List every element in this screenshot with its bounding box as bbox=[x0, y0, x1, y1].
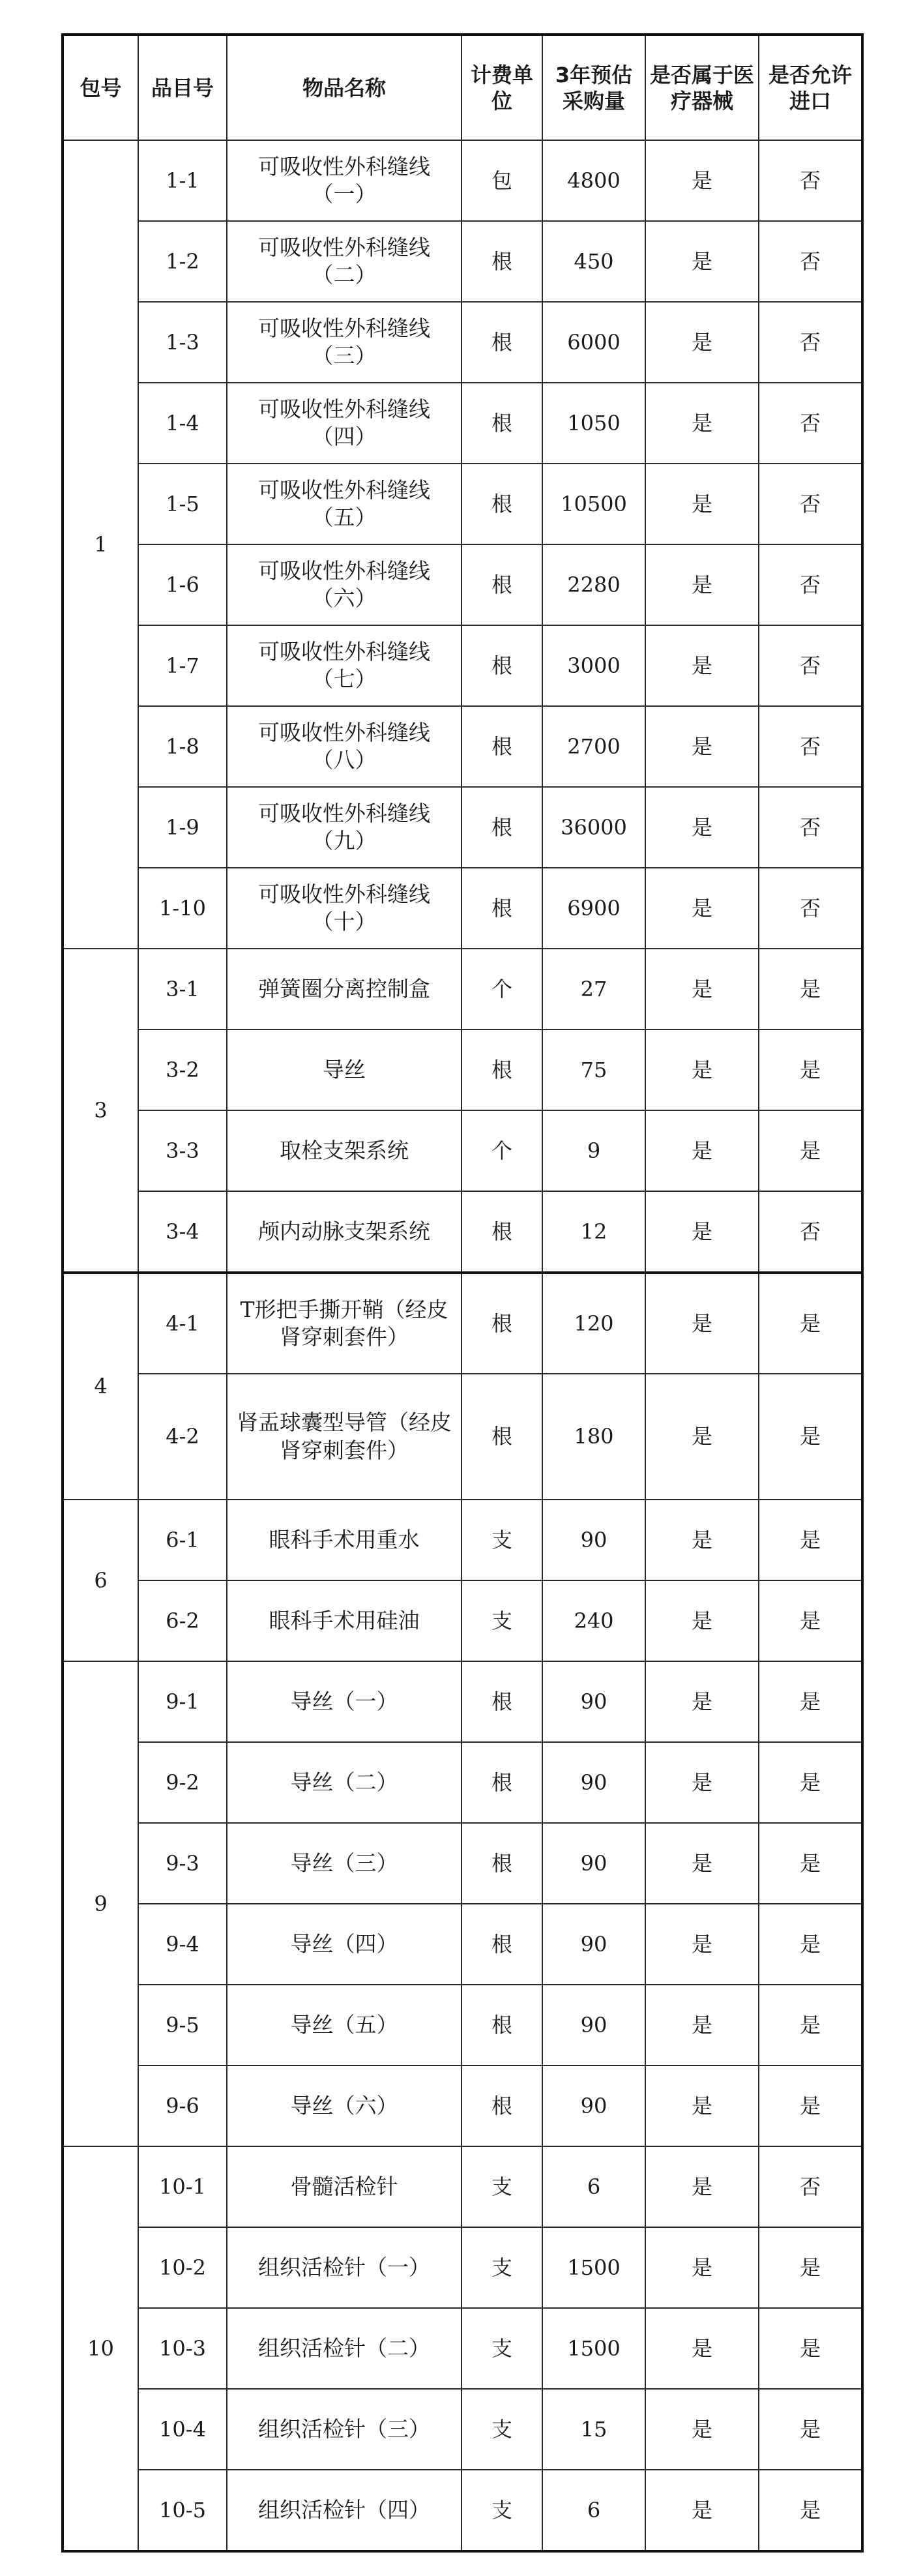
medical-device-cell: 是 bbox=[645, 1661, 759, 1742]
item-name-cell: 可吸收性外科缝线（一） bbox=[227, 140, 461, 221]
estimated-quantity-cell: 10500 bbox=[542, 464, 645, 544]
import-allowed-cell: 是 bbox=[759, 1500, 862, 1580]
item-name-cell: 可吸收性外科缝线（九） bbox=[227, 787, 461, 868]
estimated-quantity-cell: 3000 bbox=[542, 625, 645, 706]
medical-device-cell: 是 bbox=[645, 1823, 759, 1904]
item-number-cell: 1-9 bbox=[138, 787, 227, 868]
package-number-cell: 4 bbox=[63, 1273, 138, 1500]
header-item-no: 品目号 bbox=[138, 35, 227, 140]
billing-unit-cell: 根 bbox=[461, 868, 542, 949]
item-name-cell: 骨髓活检针 bbox=[227, 2146, 461, 2227]
medical-device-cell: 是 bbox=[645, 2470, 759, 2551]
table-row bbox=[63, 625, 862, 706]
estimated-quantity-cell: 90 bbox=[542, 1823, 645, 1904]
import-allowed-cell: 是 bbox=[759, 2470, 862, 2551]
item-number-cell: 10-4 bbox=[138, 2389, 227, 2470]
header-estimated-quantity: 3年预估采购量 bbox=[542, 35, 645, 140]
table-row bbox=[63, 2308, 862, 2389]
procurement-table bbox=[61, 33, 864, 2553]
estimated-quantity-cell: 75 bbox=[542, 1029, 645, 1110]
medical-device-cell: 是 bbox=[645, 706, 759, 787]
billing-unit-cell: 支 bbox=[461, 2470, 542, 2551]
header-row bbox=[63, 35, 862, 140]
item-name-cell: 可吸收性外科缝线（五） bbox=[227, 464, 461, 544]
package-number-cell: 10 bbox=[63, 2146, 138, 2551]
item-name-cell: 弹簧圈分离控制盒 bbox=[227, 949, 461, 1029]
import-allowed-cell: 是 bbox=[759, 1374, 862, 1500]
estimated-quantity-cell: 12 bbox=[542, 1191, 645, 1273]
item-name-cell: 导丝 bbox=[227, 1029, 461, 1110]
table-row bbox=[63, 787, 862, 868]
estimated-quantity-cell: 27 bbox=[542, 949, 645, 1029]
estimated-quantity-cell: 6900 bbox=[542, 868, 645, 949]
import-allowed-cell: 否 bbox=[759, 787, 862, 868]
billing-unit-cell: 根 bbox=[461, 302, 542, 383]
billing-unit-cell: 根 bbox=[461, 383, 542, 464]
import-allowed-cell: 是 bbox=[759, 1661, 862, 1742]
item-name-cell: 可吸收性外科缝线（七） bbox=[227, 625, 461, 706]
estimated-quantity-cell: 90 bbox=[542, 1661, 645, 1742]
item-number-cell: 3-1 bbox=[138, 949, 227, 1029]
medical-device-cell: 是 bbox=[645, 2308, 759, 2389]
table-row bbox=[63, 1742, 862, 1823]
item-number-cell: 1-8 bbox=[138, 706, 227, 787]
medical-device-cell: 是 bbox=[645, 1110, 759, 1191]
estimated-quantity-cell: 90 bbox=[542, 1904, 645, 1985]
import-allowed-cell: 是 bbox=[759, 1580, 862, 1661]
item-number-cell: 3-3 bbox=[138, 1110, 227, 1191]
import-allowed-cell: 是 bbox=[759, 1904, 862, 1985]
package-number-cell: 1 bbox=[63, 140, 138, 949]
package-number-cell: 9 bbox=[63, 1661, 138, 2146]
billing-unit-cell: 支 bbox=[461, 2227, 542, 2308]
item-number-cell: 9-1 bbox=[138, 1661, 227, 1742]
billing-unit-cell: 包 bbox=[461, 140, 542, 221]
billing-unit-cell: 根 bbox=[461, 544, 542, 625]
table-row bbox=[63, 1110, 862, 1191]
import-allowed-cell: 是 bbox=[759, 1985, 862, 2065]
medical-device-cell: 是 bbox=[645, 2146, 759, 2227]
medical-device-cell: 是 bbox=[645, 383, 759, 464]
billing-unit-cell: 支 bbox=[461, 1500, 542, 1580]
table-body bbox=[63, 140, 862, 2551]
table-row bbox=[63, 1904, 862, 1985]
billing-unit-cell: 根 bbox=[461, 1191, 542, 1273]
import-allowed-cell: 否 bbox=[759, 625, 862, 706]
item-number-cell: 3-4 bbox=[138, 1191, 227, 1273]
billing-unit-cell: 个 bbox=[461, 949, 542, 1029]
medical-device-cell: 是 bbox=[645, 1742, 759, 1823]
billing-unit-cell: 根 bbox=[461, 1029, 542, 1110]
billing-unit-cell: 个 bbox=[461, 1110, 542, 1191]
table-row bbox=[63, 302, 862, 383]
item-name-cell: 取栓支架系统 bbox=[227, 1110, 461, 1191]
estimated-quantity-cell: 1050 bbox=[542, 383, 645, 464]
medical-device-cell: 是 bbox=[645, 1273, 759, 1374]
billing-unit-cell: 根 bbox=[461, 1661, 542, 1742]
billing-unit-cell: 根 bbox=[461, 1273, 542, 1374]
item-number-cell: 1-6 bbox=[138, 544, 227, 625]
item-name-cell: 眼科手术用重水 bbox=[227, 1500, 461, 1580]
table-row bbox=[63, 1029, 862, 1110]
item-name-cell: 导丝（二） bbox=[227, 1742, 461, 1823]
import-allowed-cell: 是 bbox=[759, 1742, 862, 1823]
table-row bbox=[63, 2227, 862, 2308]
billing-unit-cell: 根 bbox=[461, 625, 542, 706]
medical-device-cell: 是 bbox=[645, 2065, 759, 2146]
estimated-quantity-cell: 6 bbox=[542, 2146, 645, 2227]
package-number-cell: 3 bbox=[63, 949, 138, 1273]
table-row bbox=[63, 2389, 862, 2470]
table-row bbox=[63, 544, 862, 625]
table-row bbox=[63, 1823, 862, 1904]
medical-device-cell: 是 bbox=[645, 1191, 759, 1273]
import-allowed-cell: 是 bbox=[759, 1273, 862, 1374]
billing-unit-cell: 支 bbox=[461, 2146, 542, 2227]
table-row bbox=[63, 464, 862, 544]
item-number-cell: 10-2 bbox=[138, 2227, 227, 2308]
table-row bbox=[63, 221, 862, 302]
import-allowed-cell: 是 bbox=[759, 2389, 862, 2470]
import-allowed-cell: 是 bbox=[759, 2308, 862, 2389]
import-allowed-cell: 否 bbox=[759, 706, 862, 787]
item-name-cell: 导丝（四） bbox=[227, 1904, 461, 1985]
import-allowed-cell: 是 bbox=[759, 2065, 862, 2146]
item-number-cell: 10-1 bbox=[138, 2146, 227, 2227]
estimated-quantity-cell: 180 bbox=[542, 1374, 645, 1500]
estimated-quantity-cell: 2280 bbox=[542, 544, 645, 625]
item-name-cell: 导丝（五） bbox=[227, 1985, 461, 2065]
import-allowed-cell: 是 bbox=[759, 2227, 862, 2308]
billing-unit-cell: 根 bbox=[461, 1374, 542, 1500]
item-number-cell: 1-3 bbox=[138, 302, 227, 383]
item-name-cell: 导丝（六） bbox=[227, 2065, 461, 2146]
item-name-cell: 组织活检针（四） bbox=[227, 2470, 461, 2551]
table-row bbox=[63, 1191, 862, 1273]
item-name-cell: 组织活检针（三） bbox=[227, 2389, 461, 2470]
medical-device-cell: 是 bbox=[645, 1374, 759, 1500]
estimated-quantity-cell: 1500 bbox=[542, 2308, 645, 2389]
estimated-quantity-cell: 6 bbox=[542, 2470, 645, 2551]
billing-unit-cell: 根 bbox=[461, 1742, 542, 1823]
table-row bbox=[63, 1273, 862, 1374]
import-allowed-cell: 是 bbox=[759, 1110, 862, 1191]
medical-device-cell: 是 bbox=[645, 302, 759, 383]
package-number-cell: 6 bbox=[63, 1500, 138, 1661]
item-name-cell: 可吸收性外科缝线（六） bbox=[227, 544, 461, 625]
medical-device-cell: 是 bbox=[645, 2389, 759, 2470]
billing-unit-cell: 支 bbox=[461, 1580, 542, 1661]
item-name-cell: 可吸收性外科缝线（三） bbox=[227, 302, 461, 383]
estimated-quantity-cell: 120 bbox=[542, 1273, 645, 1374]
import-allowed-cell: 否 bbox=[759, 140, 862, 221]
item-number-cell: 1-7 bbox=[138, 625, 227, 706]
billing-unit-cell: 根 bbox=[461, 1904, 542, 1985]
item-name-cell: 眼科手术用硅油 bbox=[227, 1580, 461, 1661]
item-number-cell: 9-4 bbox=[138, 1904, 227, 1985]
item-number-cell: 9-5 bbox=[138, 1985, 227, 2065]
import-allowed-cell: 否 bbox=[759, 2146, 862, 2227]
estimated-quantity-cell: 240 bbox=[542, 1580, 645, 1661]
import-allowed-cell: 否 bbox=[759, 464, 862, 544]
item-name-cell: 可吸收性外科缝线（二） bbox=[227, 221, 461, 302]
item-number-cell: 4-2 bbox=[138, 1374, 227, 1500]
estimated-quantity-cell: 90 bbox=[542, 1500, 645, 1580]
medical-device-cell: 是 bbox=[645, 868, 759, 949]
table-row bbox=[63, 2470, 862, 2551]
table-row bbox=[63, 2065, 862, 2146]
billing-unit-cell: 根 bbox=[461, 221, 542, 302]
table-row bbox=[63, 1500, 862, 1580]
item-number-cell: 9-3 bbox=[138, 1823, 227, 1904]
item-number-cell: 1-1 bbox=[138, 140, 227, 221]
item-number-cell: 3-2 bbox=[138, 1029, 227, 1110]
item-name-cell: 可吸收性外科缝线（四） bbox=[227, 383, 461, 464]
estimated-quantity-cell: 450 bbox=[542, 221, 645, 302]
estimated-quantity-cell: 1500 bbox=[542, 2227, 645, 2308]
table-row bbox=[63, 949, 862, 1029]
table-row bbox=[63, 1374, 862, 1500]
medical-device-cell: 是 bbox=[645, 140, 759, 221]
item-number-cell: 10-3 bbox=[138, 2308, 227, 2389]
estimated-quantity-cell: 90 bbox=[542, 2065, 645, 2146]
medical-device-cell: 是 bbox=[645, 1580, 759, 1661]
item-name-cell: 肾盂球囊型导管（经皮肾穿刺套件） bbox=[227, 1374, 461, 1500]
item-name-cell: 可吸收性外科缝线（十） bbox=[227, 868, 461, 949]
import-allowed-cell: 否 bbox=[759, 1191, 862, 1273]
medical-device-cell: 是 bbox=[645, 1029, 759, 1110]
item-number-cell: 1-5 bbox=[138, 464, 227, 544]
item-number-cell: 4-1 bbox=[138, 1273, 227, 1374]
item-number-cell: 6-1 bbox=[138, 1500, 227, 1580]
item-name-cell: 可吸收性外科缝线（八） bbox=[227, 706, 461, 787]
item-number-cell: 9-2 bbox=[138, 1742, 227, 1823]
estimated-quantity-cell: 15 bbox=[542, 2389, 645, 2470]
table-row bbox=[63, 383, 862, 464]
item-number-cell: 1-2 bbox=[138, 221, 227, 302]
header-import-allowed: 是否允许进口 bbox=[759, 35, 862, 140]
billing-unit-cell: 根 bbox=[461, 787, 542, 868]
estimated-quantity-cell: 90 bbox=[542, 1742, 645, 1823]
table-row bbox=[63, 1985, 862, 2065]
item-name-cell: T形把手撕开鞘（经皮肾穿刺套件） bbox=[227, 1273, 461, 1374]
import-allowed-cell: 否 bbox=[759, 383, 862, 464]
table-row bbox=[63, 706, 862, 787]
item-name-cell: 组织活检针（一） bbox=[227, 2227, 461, 2308]
billing-unit-cell: 根 bbox=[461, 464, 542, 544]
medical-device-cell: 是 bbox=[645, 787, 759, 868]
estimated-quantity-cell: 90 bbox=[542, 1985, 645, 2065]
import-allowed-cell: 是 bbox=[759, 1029, 862, 1110]
import-allowed-cell: 否 bbox=[759, 302, 862, 383]
table-row bbox=[63, 140, 862, 221]
billing-unit-cell: 根 bbox=[461, 1823, 542, 1904]
medical-device-cell: 是 bbox=[645, 221, 759, 302]
table-row bbox=[63, 1580, 862, 1661]
item-name-cell: 组织活检针（二） bbox=[227, 2308, 461, 2389]
item-number-cell: 10-5 bbox=[138, 2470, 227, 2551]
item-name-cell: 导丝（一） bbox=[227, 1661, 461, 1742]
import-allowed-cell: 否 bbox=[759, 221, 862, 302]
table-row bbox=[63, 1661, 862, 1742]
header-billing-unit: 计费单位 bbox=[461, 35, 542, 140]
medical-device-cell: 是 bbox=[645, 1904, 759, 1985]
import-allowed-cell: 否 bbox=[759, 544, 862, 625]
item-number-cell: 9-6 bbox=[138, 2065, 227, 2146]
estimated-quantity-cell: 6000 bbox=[542, 302, 645, 383]
billing-unit-cell: 根 bbox=[461, 706, 542, 787]
billing-unit-cell: 根 bbox=[461, 1985, 542, 2065]
item-number-cell: 6-2 bbox=[138, 1580, 227, 1661]
billing-unit-cell: 支 bbox=[461, 2389, 542, 2470]
estimated-quantity-cell: 36000 bbox=[542, 787, 645, 868]
import-allowed-cell: 否 bbox=[759, 868, 862, 949]
medical-device-cell: 是 bbox=[645, 1985, 759, 2065]
medical-device-cell: 是 bbox=[645, 2227, 759, 2308]
header-is-medical-device: 是否属于医疗器械 bbox=[645, 35, 759, 140]
item-name-cell: 导丝（三） bbox=[227, 1823, 461, 1904]
table-row bbox=[63, 868, 862, 949]
estimated-quantity-cell: 4800 bbox=[542, 140, 645, 221]
billing-unit-cell: 根 bbox=[461, 2065, 542, 2146]
table-row bbox=[63, 2146, 862, 2227]
billing-unit-cell: 支 bbox=[461, 2308, 542, 2389]
import-allowed-cell: 是 bbox=[759, 1823, 862, 1904]
estimated-quantity-cell: 9 bbox=[542, 1110, 645, 1191]
medical-device-cell: 是 bbox=[645, 464, 759, 544]
medical-device-cell: 是 bbox=[645, 949, 759, 1029]
item-number-cell: 1-4 bbox=[138, 383, 227, 464]
header-package-no: 包号 bbox=[63, 35, 138, 140]
header-item-name: 物品名称 bbox=[227, 35, 461, 140]
import-allowed-cell: 是 bbox=[759, 949, 862, 1029]
medical-device-cell: 是 bbox=[645, 1500, 759, 1580]
estimated-quantity-cell: 2700 bbox=[542, 706, 645, 787]
item-name-cell: 颅内动脉支架系统 bbox=[227, 1191, 461, 1273]
medical-device-cell: 是 bbox=[645, 544, 759, 625]
item-number-cell: 1-10 bbox=[138, 868, 227, 949]
medical-device-cell: 是 bbox=[645, 625, 759, 706]
